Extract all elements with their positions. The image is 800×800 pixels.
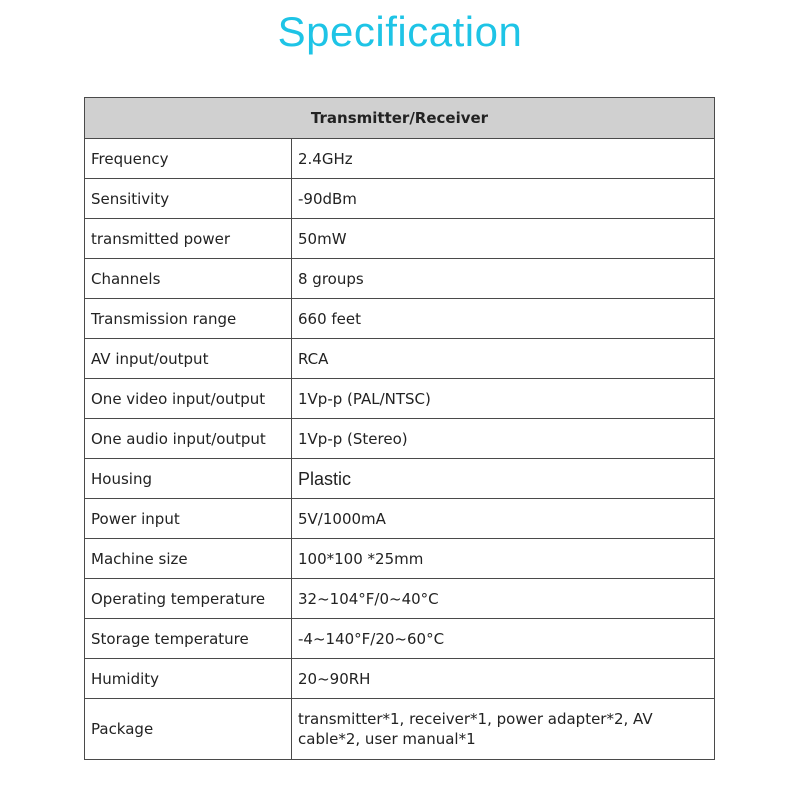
page-title: Specification bbox=[277, 8, 523, 55]
row-value-channels: 8 groups bbox=[292, 259, 715, 299]
table-row bbox=[85, 219, 715, 259]
row-value-housing: Plastic bbox=[292, 459, 715, 499]
table-row bbox=[85, 259, 715, 299]
row-label-transmission-range: Transmission range bbox=[85, 299, 292, 339]
row-value-sensitivity: -90dBm bbox=[292, 179, 715, 219]
row-label-transmitted-power: transmitted power bbox=[85, 219, 292, 259]
table-row bbox=[85, 579, 715, 619]
row-value-humidity: 20~90RH bbox=[292, 659, 715, 699]
row-value-transmitted-power: 50mW bbox=[292, 219, 715, 259]
row-label-channels: Channels bbox=[85, 259, 292, 299]
row-value-video-input-output: 1Vp-p (PAL/NTSC) bbox=[292, 379, 715, 419]
table-row bbox=[85, 459, 715, 499]
table-row bbox=[85, 659, 715, 699]
row-label-storage-temperature: Storage temperature bbox=[85, 619, 292, 659]
row-value-machine-size: 100*100 *25mm bbox=[292, 539, 715, 579]
table-row bbox=[85, 419, 715, 459]
table-row bbox=[85, 299, 715, 339]
table-row bbox=[85, 379, 715, 419]
specification-table bbox=[84, 97, 715, 760]
row-label-housing: Housing bbox=[85, 459, 292, 499]
row-label-video-input-output: One video input/output bbox=[85, 379, 292, 419]
row-value-audio-input-output: 1Vp-p (Stereo) bbox=[292, 419, 715, 459]
row-label-humidity: Humidity bbox=[85, 659, 292, 699]
table-row bbox=[85, 339, 715, 379]
row-value-av-input-output: RCA bbox=[292, 339, 715, 379]
row-label-machine-size: Machine size bbox=[85, 539, 292, 579]
table-row bbox=[85, 499, 715, 539]
row-value-frequency: 2.4GHz bbox=[292, 139, 715, 179]
row-label-av-input-output: AV input/output bbox=[85, 339, 292, 379]
table-header: Transmitter/Receiver bbox=[85, 98, 715, 139]
row-label-package: Package bbox=[85, 699, 292, 760]
row-value-storage-temperature: -4~140°F/20~60°C bbox=[292, 619, 715, 659]
row-label-power-input: Power input bbox=[85, 499, 292, 539]
table-row bbox=[85, 179, 715, 219]
table-row bbox=[85, 139, 715, 179]
row-value-transmission-range: 660 feet bbox=[292, 299, 715, 339]
row-label-audio-input-output: One audio input/output bbox=[85, 419, 292, 459]
row-value-package: transmitter*1, receiver*1, power adapter*2, AV cable*2, user manual*1 bbox=[292, 699, 715, 760]
table-row bbox=[85, 539, 715, 579]
table-row bbox=[85, 619, 715, 659]
row-value-power-input: 5V/1000mA bbox=[292, 499, 715, 539]
row-label-sensitivity: Sensitivity bbox=[85, 179, 292, 219]
row-label-frequency: Frequency bbox=[85, 139, 292, 179]
row-value-operating-temperature: 32~104°F/0~40°C bbox=[292, 579, 715, 619]
table-row bbox=[85, 699, 715, 760]
row-label-operating-temperature: Operating temperature bbox=[85, 579, 292, 619]
table-header-row bbox=[85, 98, 715, 139]
